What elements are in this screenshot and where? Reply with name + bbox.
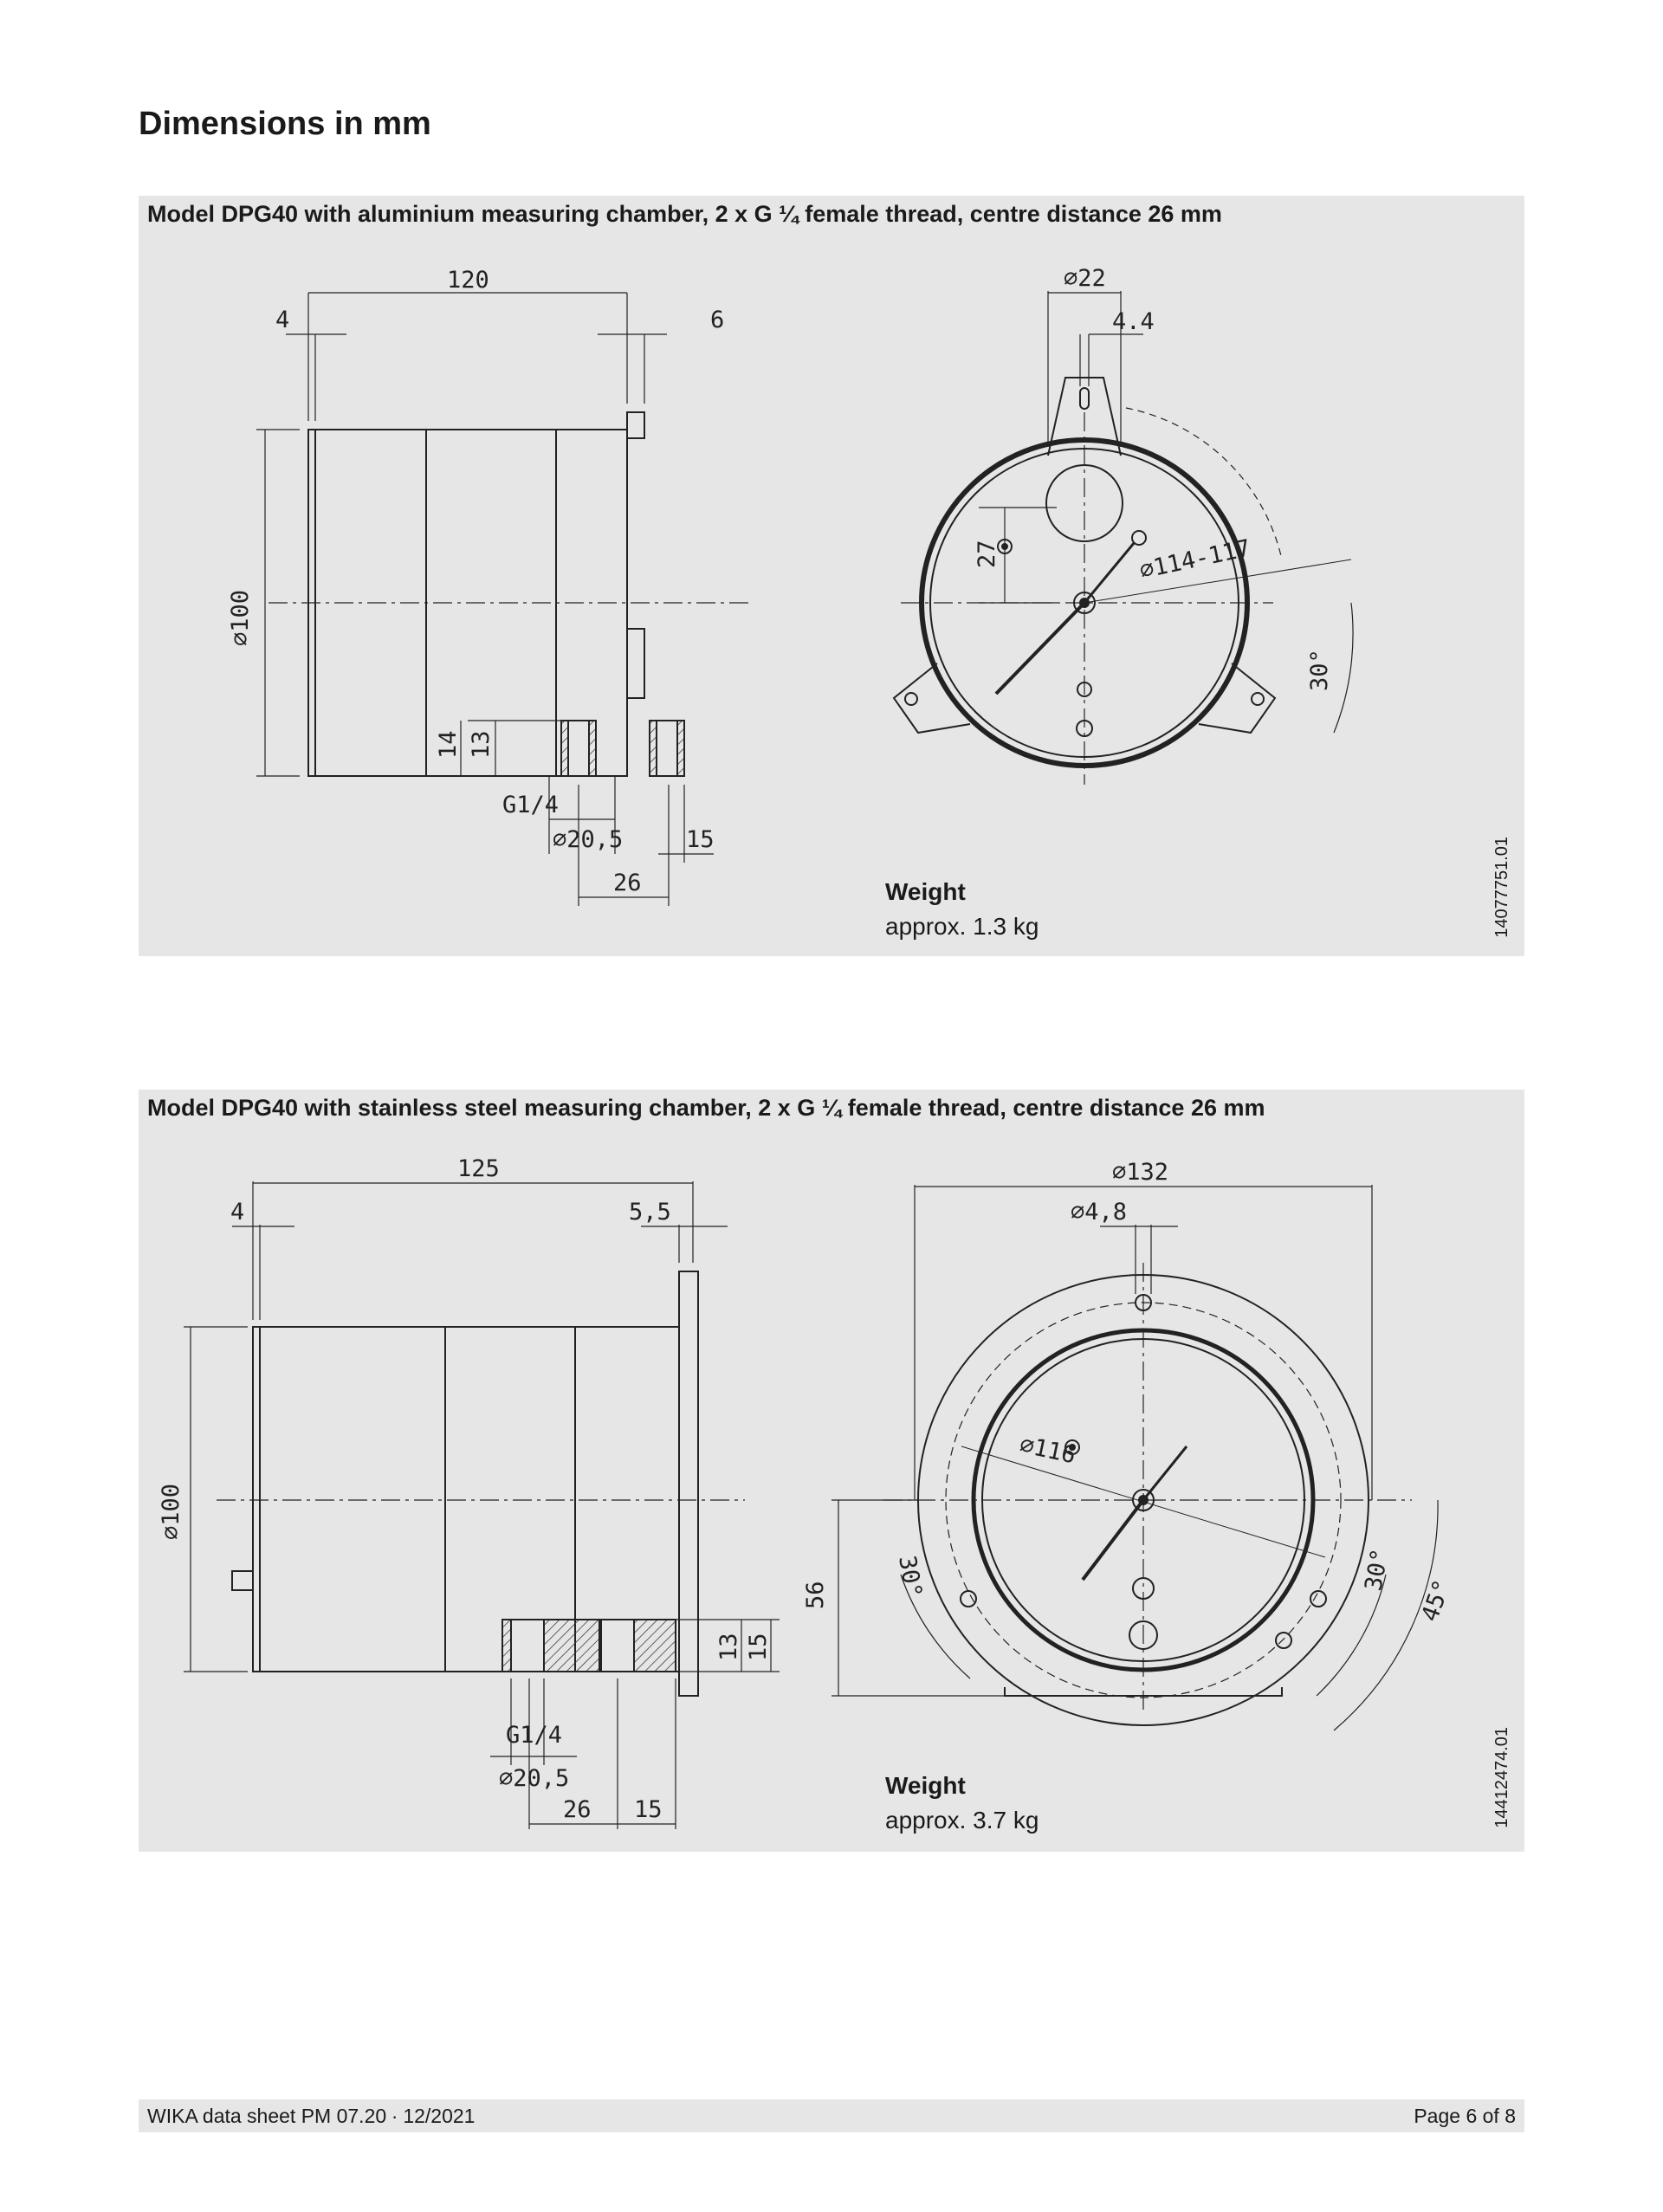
dim-angle-30-left: 30° [893,1553,928,1601]
dim-4: 4 [275,307,290,333]
dim-diameter-116: ⌀116 [1017,1431,1078,1470]
pointer [996,603,1084,694]
dim-diameter-100: ⌀100 [158,1483,184,1540]
dim-diameter-132: ⌀132 [1112,1159,1169,1186]
dim-diameter-20-5: ⌀20,5 [499,1765,570,1792]
dim-13: 13 [715,1633,742,1661]
dim-4: 4 [230,1199,245,1226]
dim-diameter-22: ⌀22 [1064,265,1106,292]
dim-125: 125 [457,1155,500,1182]
dim-thread-g14: G1/4 [502,792,560,818]
footer-page-number: Page 6 of 8 [1414,2104,1516,2127]
technical-drawing-stainless [139,1090,1524,1852]
dim-14: 14 [435,730,462,759]
weight-block [885,875,1039,944]
vent-plug [232,1571,253,1590]
weight-label: Weight [885,1772,966,1799]
mounting-flange [679,1271,698,1696]
dim-5-5: 5,5 [629,1199,671,1226]
mounting-tab-top [627,412,644,438]
weight-block [885,1769,1039,1838]
lug-hole-right [1252,693,1264,705]
dim-diameter-114-117: ⌀114-117 [1137,534,1253,585]
weight-label: Weight [885,878,966,905]
page-footer [139,2099,1524,2132]
drawing-number: 14412474.01 [1492,1727,1511,1828]
dim-angle-30-right: 30° [1360,1546,1394,1594]
dim-15-right: 15 [745,1633,772,1661]
drawing-number: 14077751.01 [1492,837,1511,938]
drawing-panel-aluminium [139,196,1524,956]
dim-15-bottom: 15 [634,1796,663,1823]
dim-angle-45: 45° [1416,1575,1457,1626]
dim-27: 27 [974,540,1000,568]
lug-hole-left [905,693,917,705]
drawing-panel-stainless-steel [139,1090,1524,1852]
dim-26: 26 [613,870,642,896]
dim-26: 26 [563,1796,592,1823]
dim-120: 120 [447,267,489,294]
case-front-section [253,1327,445,1672]
bolt-hole-left [961,1591,976,1607]
bolt-hole-right [1310,1591,1326,1607]
weight-value: approx. 1.3 kg [885,913,1039,940]
dim-thread-g14: G1/4 [506,1722,563,1749]
footer-datasheet-ref: WIKA data sheet PM 07.20 ∙ 12/2021 [147,2104,476,2127]
dim-diameter-100: ⌀100 [227,589,254,646]
dim-angle-30: 30° [1306,649,1333,691]
dim-4-4: 4.4 [1112,308,1155,335]
mounting-tab-bottom [627,629,644,698]
technical-drawing-aluminium [139,196,1524,956]
dim-56: 56 [802,1581,829,1609]
page-title: Dimensions in mm [139,106,431,142]
dim-diameter-20-5: ⌀20,5 [553,826,624,853]
dim-15: 15 [686,826,715,853]
weight-value: approx. 3.7 kg [885,1807,1039,1834]
dim-6: 6 [710,307,725,333]
lug-hole-top [1080,388,1089,409]
panel-title: Model DPG40 with stainless steel measuring chamber, 2 x G ¼ female thread, centre distance 26 mm [147,1095,1265,1121]
dim-diameter-4-8: ⌀4,8 [1071,1199,1128,1226]
pointer [1083,1500,1143,1580]
dim-13: 13 [468,730,495,759]
panel-title: Model DPG40 with aluminium measuring chamber, 2 x G ¼ female thread, centre distance 26 mm [147,201,1222,227]
